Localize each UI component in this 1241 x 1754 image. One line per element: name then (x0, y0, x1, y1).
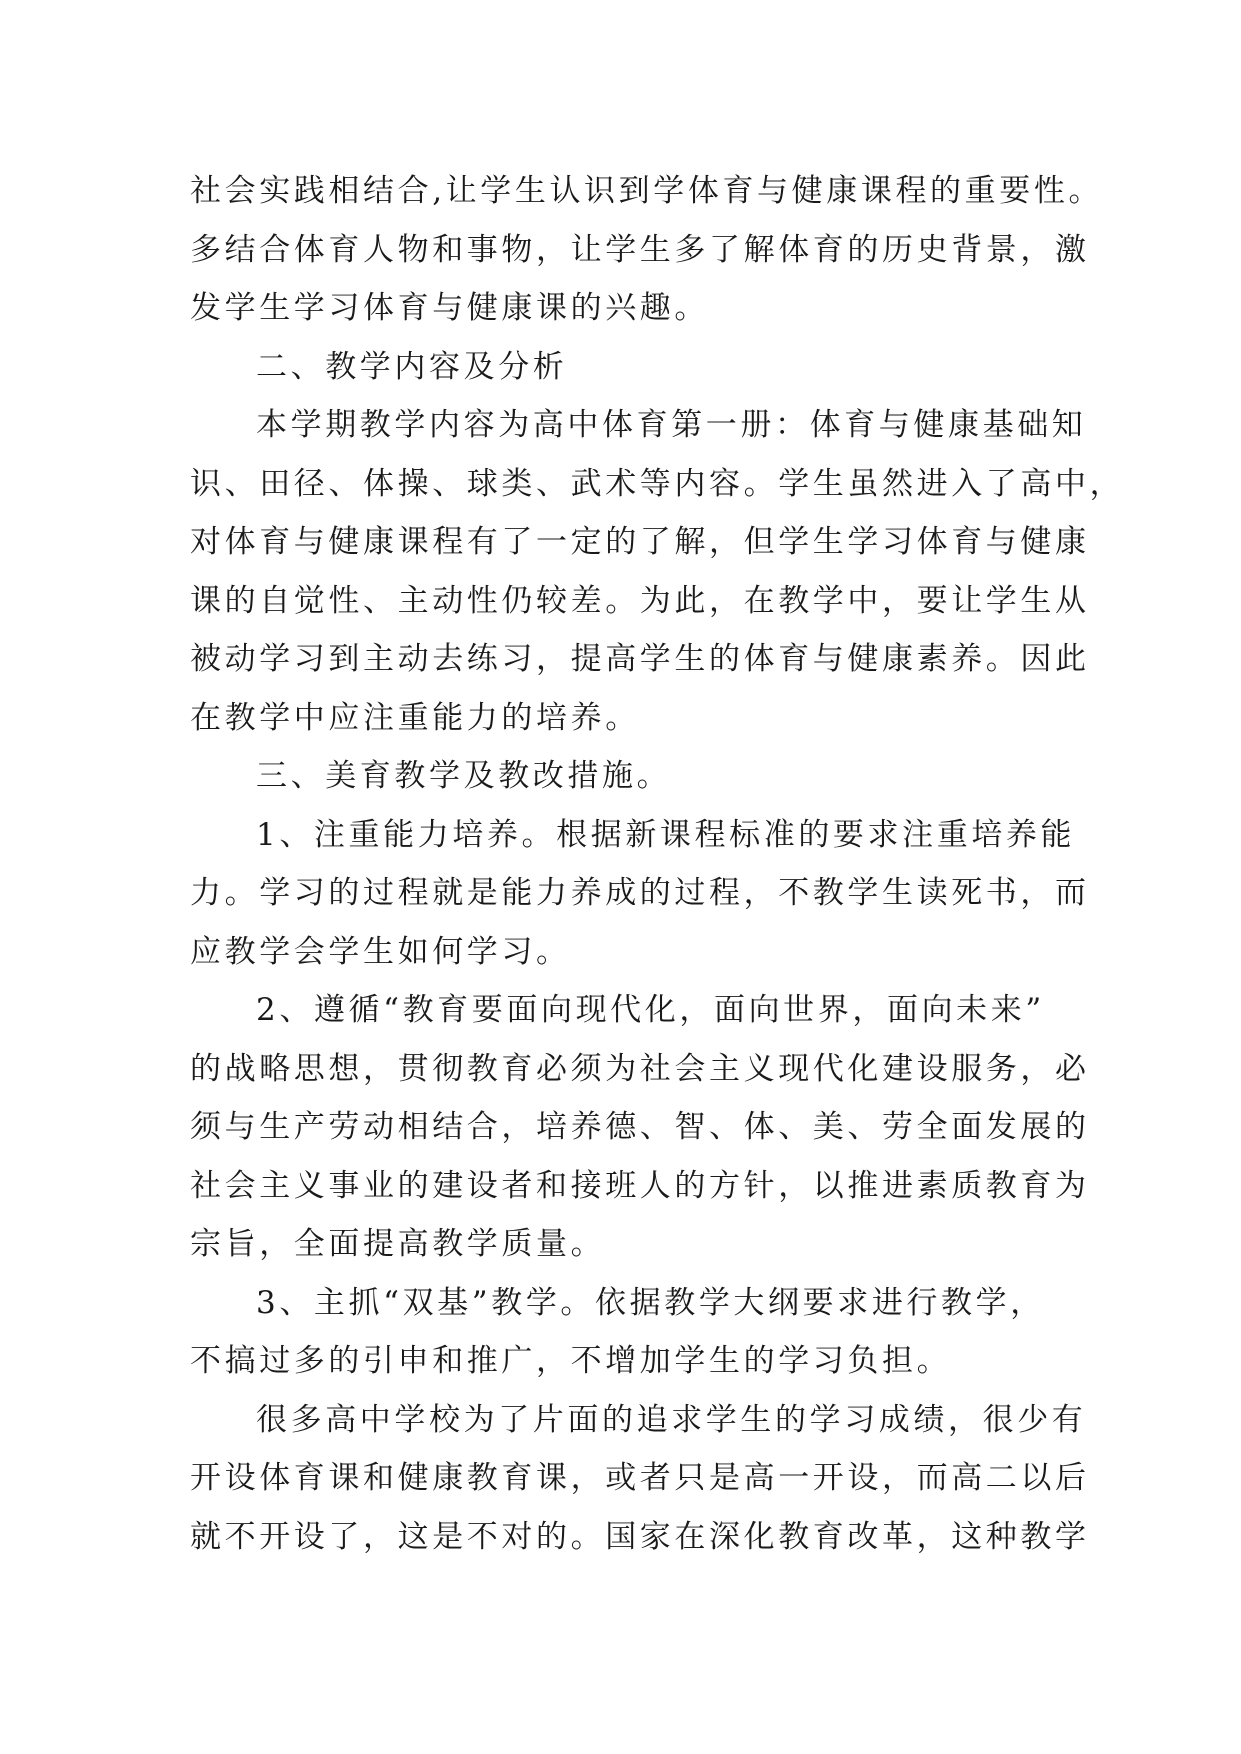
text-line: 社会主义事业的建设者和接班人的方针，以推进素质教育为 (190, 1167, 1090, 1204)
text-line: 开设体育课和健康教育课，或者只是高一开设，而高二以后 (190, 1460, 1090, 1496)
text-line: 发学生学习体育与健康课的兴趣。 (190, 290, 709, 326)
text-line: 本学期教学内容为高中体育第一册：体育与健康基础知 (256, 407, 1087, 443)
text-line: 力。学习的过程就是能力养成的过程，不教学生读死书，而 (190, 875, 1090, 911)
text-line: 须与生产劳动相结合，培养德、智、体、美、劳全面发展的 (190, 1109, 1090, 1145)
text-line: 应教学会学生如何学习。 (190, 933, 571, 970)
text-line: 在教学中应注重能力的培养。 (190, 699, 640, 736)
text-line: 被动学习到主动去练习，提高学生的体育与健康素养。因此 (190, 641, 1090, 677)
text-line: 多结合体育人物和事物，让学生多了解体育的历史背景，激 (190, 231, 1090, 268)
text-line: 识、田径、体操、球类、武术等内容。学生虽然进入了高中， (190, 465, 1125, 502)
text-line: 课的自觉性、主动性仍较差。为此，在教学中，要让学生从 (190, 582, 1090, 619)
text-line: 对体育与健康课程有了一定的了解，但学生学习体育与健康 (190, 524, 1090, 560)
document-body (190, 162, 1125, 1566)
text-line: 2、遵循“教育要面向现代化，面向世界，面向未来” (256, 992, 1045, 1028)
text-line: 很多高中学校为了片面的追求学生的学习成绩，很少有 (256, 1401, 1087, 1438)
section-heading: 三、美育教学及教改措施。 (256, 758, 672, 794)
text-line: 社会实践相结合,让学生认识到学体育与健康课程的重要性。 (190, 173, 1104, 209)
text-line: 3、主抓“双基”教学。依据教学大纲要求进行教学， (256, 1284, 1045, 1321)
text-line: 的战略思想，贯彻教育必须为社会主义现代化建设服务，必 (190, 1050, 1090, 1087)
text-line: 1、注重能力培养。根据新课程标准的要求注重培养能 (256, 816, 1076, 853)
text-line: 不搞过多的引申和推广，不增加学生的学习负担。 (190, 1343, 952, 1379)
text-line: 宗旨，全面提高教学质量。 (190, 1226, 606, 1262)
section-heading: 二、教学内容及分析 (256, 348, 568, 385)
text-line: 就不开设了，这是不对的。国家在深化教育改革，这种教学 (190, 1518, 1090, 1555)
